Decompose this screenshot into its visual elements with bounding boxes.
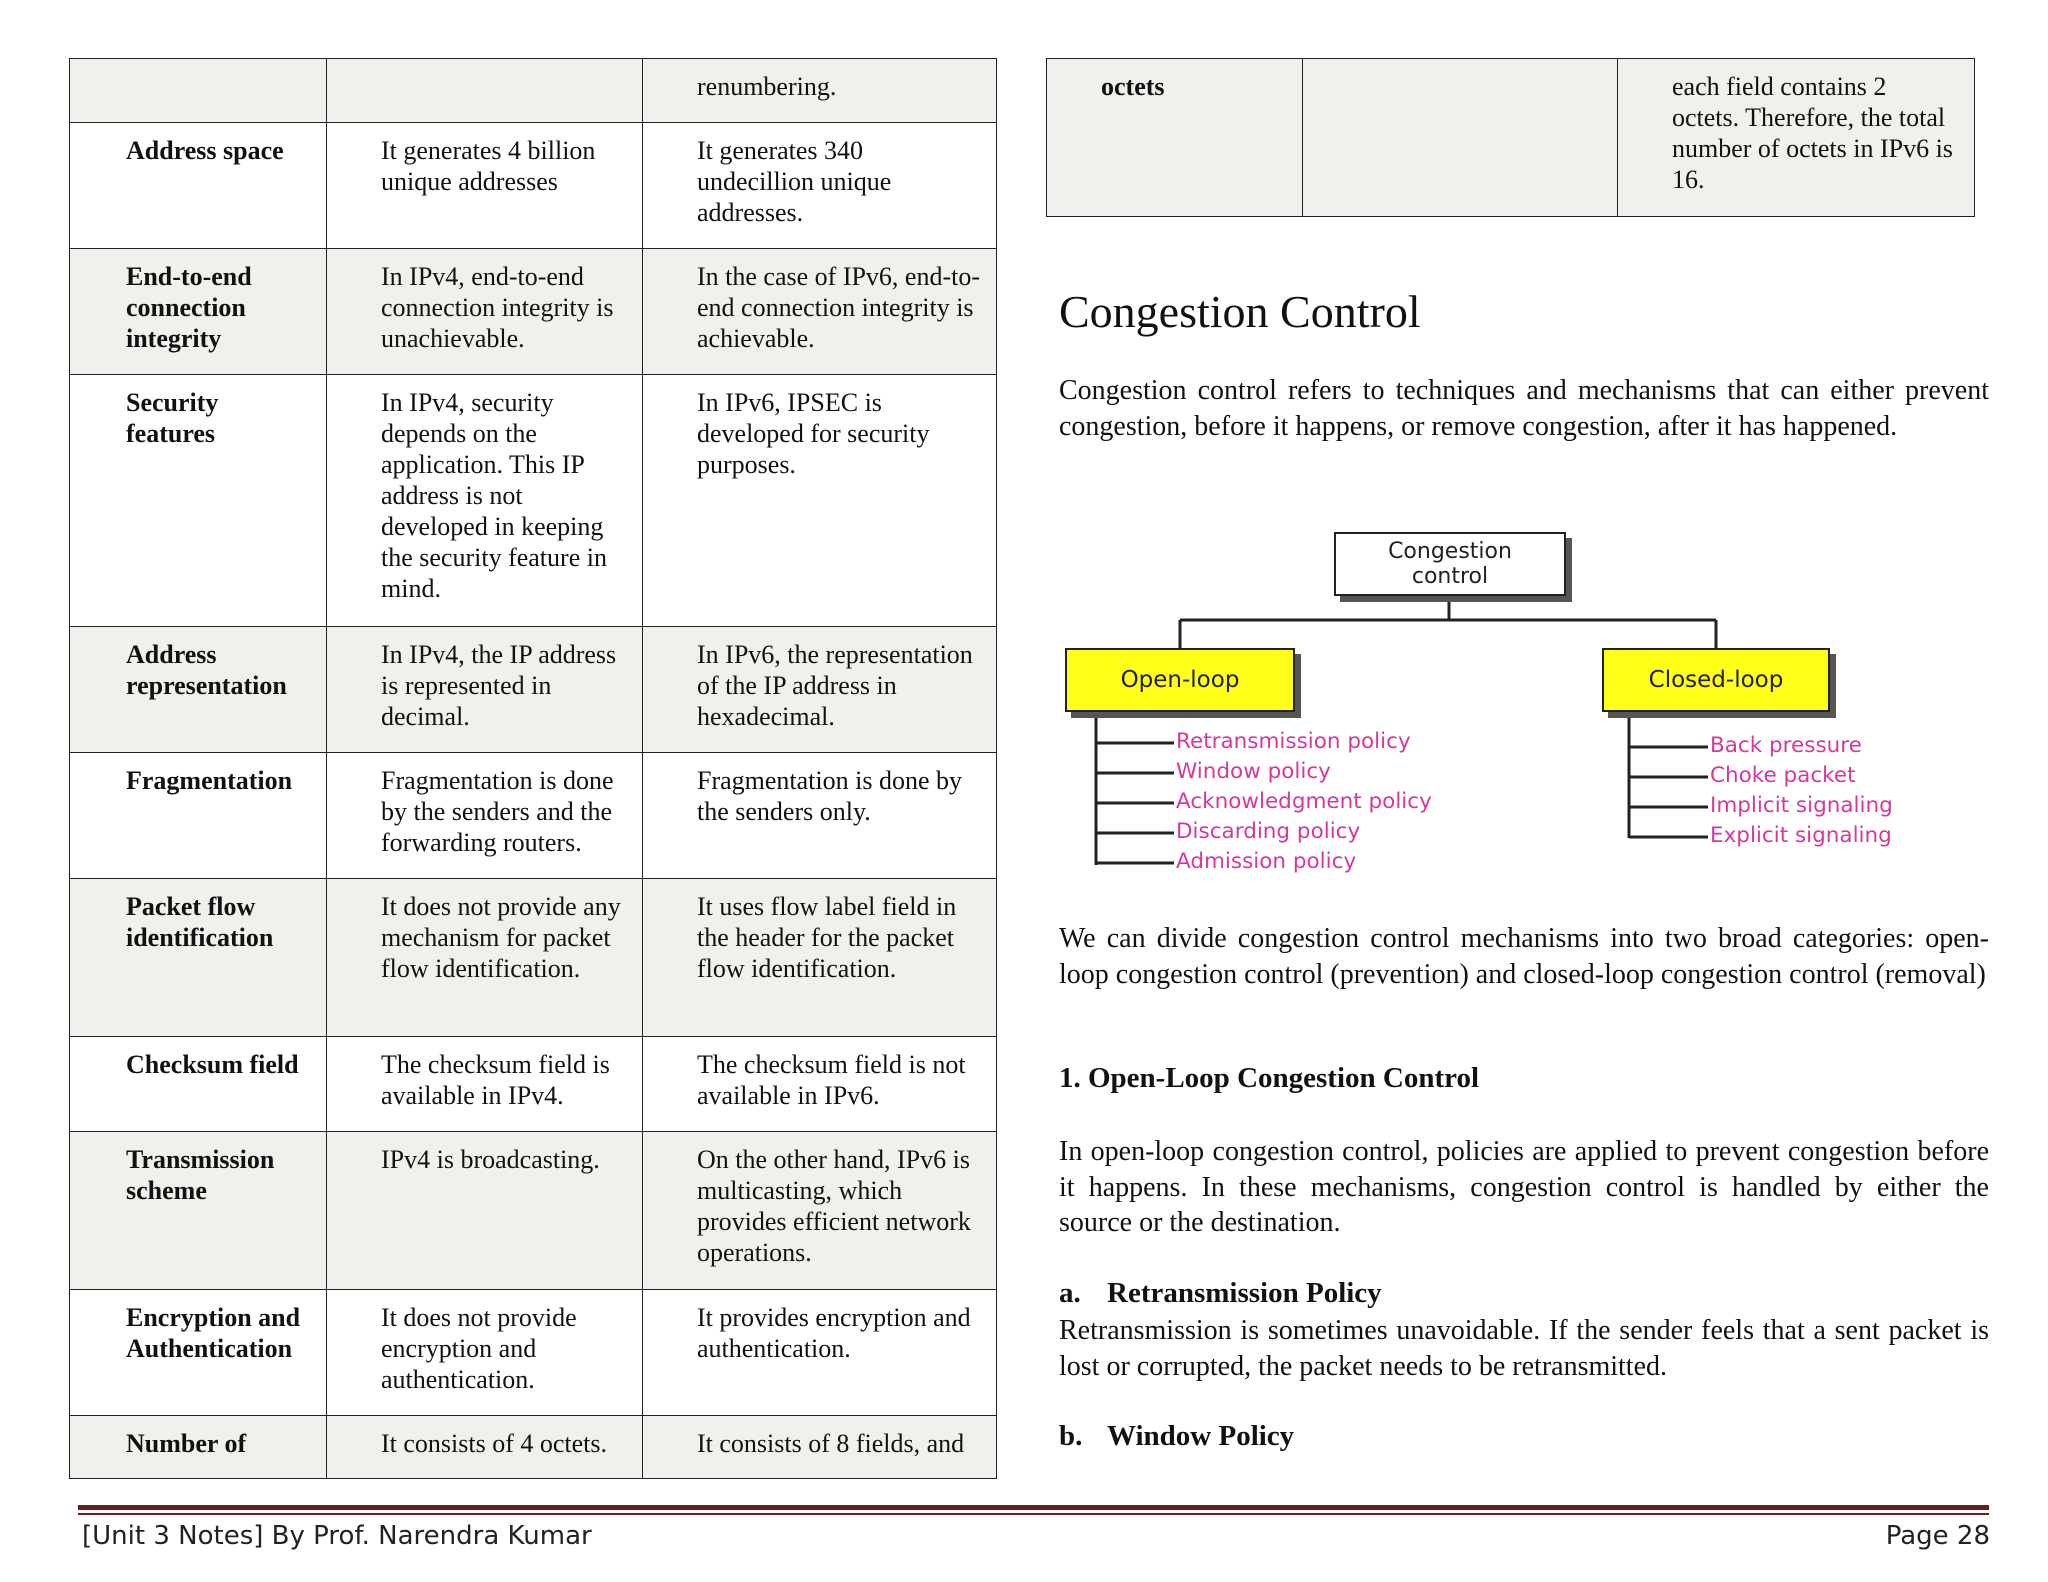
ipv4-cell — [1303, 59, 1618, 217]
ipv4-cell: It generates 4 billion unique addresses — [327, 123, 643, 249]
root-line-2: control — [1411, 564, 1489, 589]
ipv4-cell: It does not provide encryption and authentication. — [327, 1290, 643, 1416]
footer-rule-thin — [78, 1513, 1989, 1515]
table-row — [70, 1037, 997, 1132]
row-label-cell: Security features — [70, 375, 327, 627]
footer-rule — [78, 1505, 1989, 1510]
table-row — [70, 1132, 997, 1290]
table-row — [70, 375, 997, 627]
footer-author: [Unit 3 Notes] By Prof. Narendra Kumar — [82, 1521, 592, 1551]
row-label-cell: Transmission scheme — [70, 1132, 327, 1290]
open-loop-box: Open-loop — [1065, 648, 1295, 712]
open-loop-item: Window policy — [1176, 759, 1331, 784]
table-row — [70, 753, 997, 879]
ipv4-cell: It consists of 4 octets. — [327, 1416, 643, 1479]
subhead-title: Window Policy — [1107, 1420, 1295, 1452]
ipv4-cell: In IPv4, end-to-end connection integrity is unachievable. — [327, 249, 643, 375]
section-heading: Congestion Control — [1059, 286, 1421, 337]
ipv4-ipv6-comparison-table — [69, 58, 997, 1479]
table-row — [70, 249, 997, 375]
row-label-cell: Checksum field — [70, 1037, 327, 1132]
table-row — [70, 627, 997, 753]
ipv4-cell: The checksum field is available in IPv4. — [327, 1037, 643, 1132]
row-label-cell: octets — [1047, 59, 1303, 217]
ipv6-cell: each field contains 2 octets. Therefore, the total number of octets in IPv6 is 16. — [1618, 59, 1975, 217]
subhead-title: Retransmission Policy — [1107, 1277, 1382, 1309]
closed-loop-item: Back pressure — [1710, 733, 1862, 758]
table-row — [70, 1416, 997, 1479]
subhead-number: b. — [1059, 1420, 1083, 1452]
ipv6-cell: It uses flow label field in the header for the packet flow identification. — [643, 879, 997, 1037]
row-label-cell: End-to-end connection integrity — [70, 249, 327, 375]
congestion-control-box — [1334, 532, 1566, 596]
congestion-control-diagram — [1058, 520, 1898, 885]
row-label-cell — [70, 59, 327, 123]
comparison-table-continued — [1046, 58, 1975, 217]
categories-paragraph: We can divide congestion control mechanisms into two broad categories: open-loop congestion control (prevention) and closed-loop congestion control (removal) — [1059, 923, 1989, 990]
closed-loop-box: Closed-loop — [1602, 648, 1830, 712]
ipv4-cell: It does not provide any mechanism for packet flow identification. — [327, 879, 643, 1037]
intro-paragraph: Congestion control refers to techniques and mechanisms that can either prevent congestion, before it happens, or remove congestion, after it has happened. — [1059, 375, 1989, 442]
retransmission-paragraph: Retransmission is sometimes unavoidable. If the sender feels that a sent packet is lost or corrupted, the packet needs to be retransmitted. — [1059, 1315, 1989, 1382]
ipv4-cell: Fragmentation is done by the senders and the forwarding routers. — [327, 753, 643, 879]
row-label-cell: Fragmentation — [70, 753, 327, 879]
row-label-cell: Encryption and Authentication — [70, 1290, 327, 1416]
ipv6-cell: In IPv6, the representation of the IP address in hexadecimal. — [643, 627, 997, 753]
ipv6-cell: It generates 340 undecillion unique addresses. — [643, 123, 997, 249]
table-row — [70, 123, 997, 249]
row-label-cell: Number of — [70, 1416, 327, 1479]
open-loop-heading: 1. Open-Loop Congestion Control — [1059, 1062, 1480, 1094]
open-loop-item: Acknowledgment policy — [1176, 789, 1432, 814]
subhead-number: a. — [1059, 1277, 1081, 1309]
retransmission-policy-heading — [1059, 1277, 1382, 1310]
page-number: Page 28 — [1885, 1521, 1990, 1551]
open-loop-item: Discarding policy — [1176, 819, 1361, 844]
ipv4-cell: In IPv4, security depends on the application. This IP address is not developed in keeping the security feature in mind. — [327, 375, 643, 627]
open-loop-paragraph: In open-loop congestion control, policies are applied to prevent congestion before it happens. In these mechanisms, congestion control is handled by either the source or the destination. — [1059, 1136, 1989, 1238]
ipv6-cell: It provides encryption and authentication. — [643, 1290, 997, 1416]
ipv4-cell: IPv4 is broadcasting. — [327, 1132, 643, 1290]
open-loop-item: Admission policy — [1176, 849, 1357, 874]
table-row — [70, 59, 997, 123]
ipv6-cell: On the other hand, IPv6 is multicasting, which provides efficient network operations. — [643, 1132, 997, 1290]
table-row — [1047, 59, 1975, 217]
ipv4-cell: In IPv4, the IP address is represented in decimal. — [327, 627, 643, 753]
row-label-cell: Address representation — [70, 627, 327, 753]
ipv6-cell: The checksum field is not available in IPv6. — [643, 1037, 997, 1132]
ipv6-cell: renumbering. — [643, 59, 997, 123]
closed-loop-item: Implicit signaling — [1710, 793, 1893, 818]
open-loop-item: Retransmission policy — [1176, 729, 1411, 754]
ipv6-cell: It consists of 8 fields, and — [643, 1416, 997, 1479]
root-line-1: Congestion — [1388, 539, 1512, 564]
table-row — [70, 879, 997, 1037]
closed-loop-item: Explicit signaling — [1710, 823, 1892, 848]
ipv6-cell: In IPv6, IPSEC is developed for security purposes. — [643, 375, 997, 627]
ipv6-cell: Fragmentation is done by the senders only. — [643, 753, 997, 879]
row-label-cell: Packet flow identification — [70, 879, 327, 1037]
ipv6-cell: In the case of IPv6, end-to-end connection integrity is achievable. — [643, 249, 997, 375]
closed-loop-item: Choke packet — [1710, 763, 1856, 788]
ipv4-cell — [327, 59, 643, 123]
table-row — [70, 1290, 997, 1416]
row-label-cell: Address space — [70, 123, 327, 249]
window-policy-heading — [1059, 1420, 1294, 1453]
